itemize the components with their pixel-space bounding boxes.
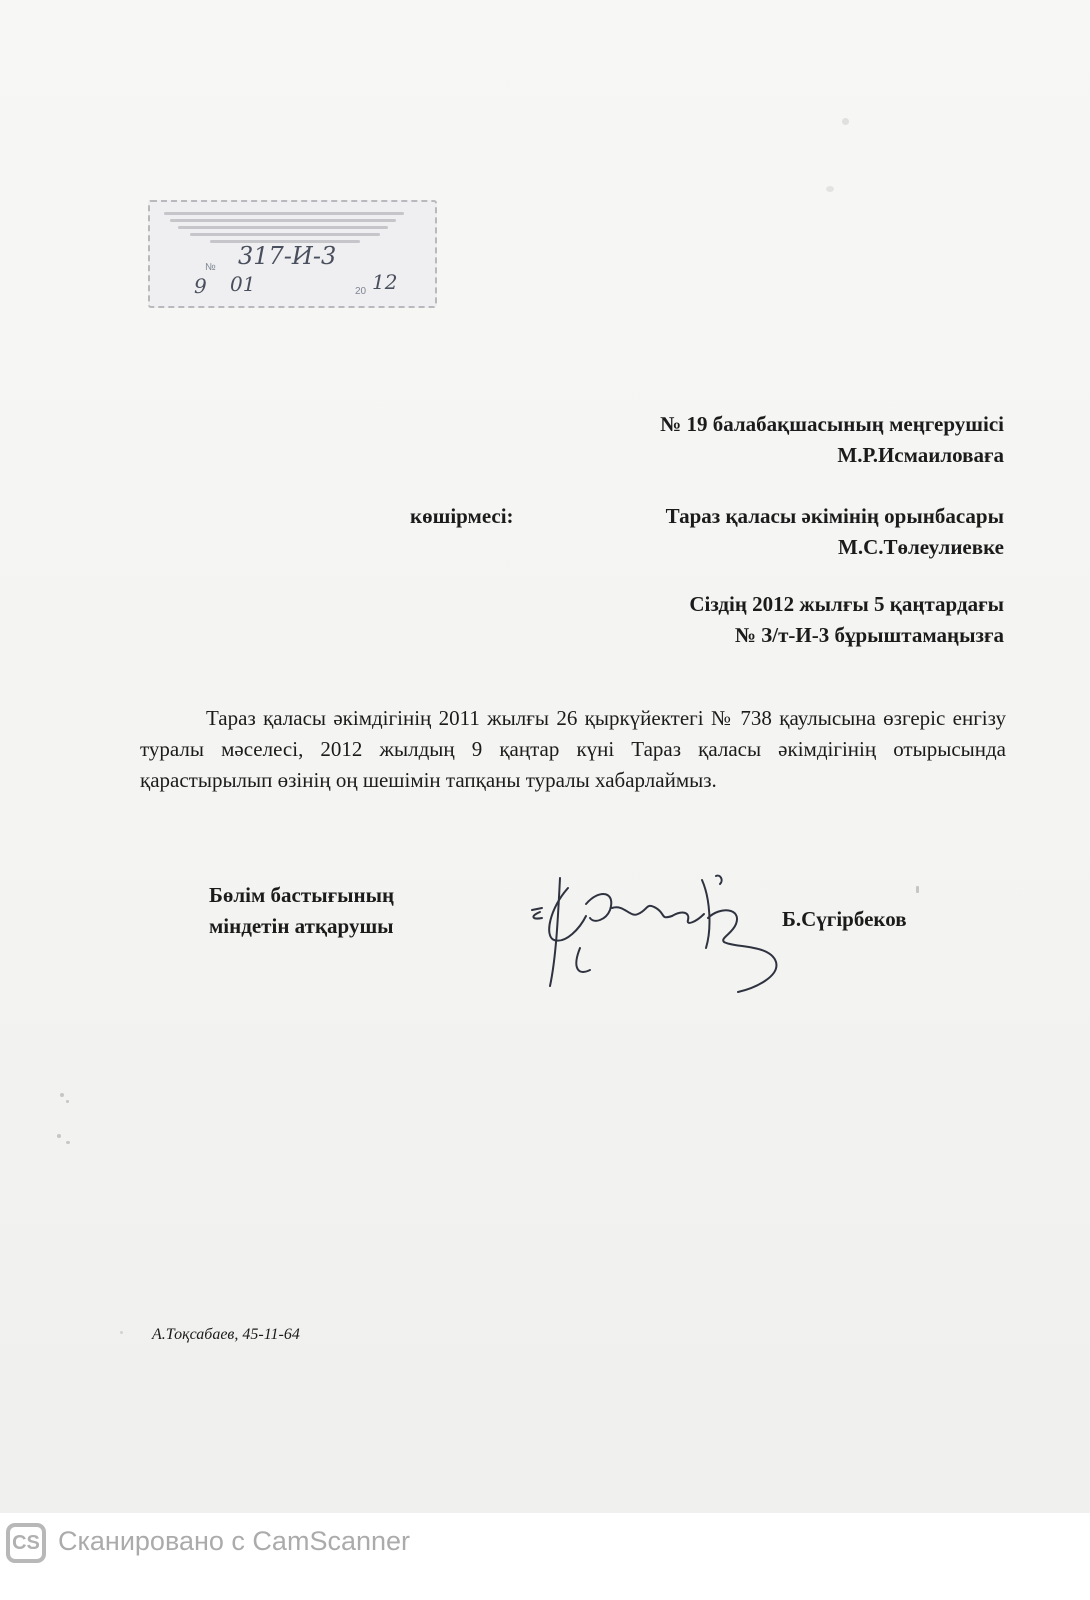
stamp-month: 01 xyxy=(230,272,256,296)
stamp-year-prefix: 20 xyxy=(355,286,367,297)
camscanner-logo-icon: CS xyxy=(6,1523,46,1563)
signatory-role xyxy=(209,880,394,942)
addressee-line-2: М.Р.Исмаиловаға xyxy=(837,443,1004,467)
copy-label: көшірмесі: xyxy=(410,504,514,528)
camscanner-text: Сканировано с CamScanner xyxy=(58,1526,411,1556)
addressee-line-1: № 19 балабақшасының меңгерушісі xyxy=(660,412,1004,436)
letter-body-text: Тараз қаласы әкімдігінің 2011 жылғы 26 қыркүйектегі № 738 қаулысына өзгеріс енгізу туралы мәселесі, 2012 жылдың 9 қаңтар күні Тараз қаласы әкімдігінің отырысында қарастырылып өзінің оң шешімін тапқаны туралы хабарлаймыз. xyxy=(140,706,1006,792)
reference-line-2: № З/т-И-3 бұрыштамаңызға xyxy=(734,623,1004,647)
copy-line-2: М.С.Төлеулиевке xyxy=(838,535,1004,559)
stamp-year: 12 xyxy=(372,270,398,294)
handwritten-signature xyxy=(520,858,790,998)
stamp-no-label: № xyxy=(205,262,216,273)
stamp-number: 317-И-3 xyxy=(238,242,337,270)
signatory-role-line-2: міндетін атқарушы xyxy=(209,914,394,938)
executor-info: А.Тоқсабаев, 45-11-64 xyxy=(152,1326,300,1343)
copy-line-1: Тараз қаласы әкімінің орынбасары xyxy=(665,504,1004,528)
reference-line-1: Сіздің 2012 жылғы 5 қаңтардағы xyxy=(689,592,1004,616)
camscanner-watermark xyxy=(0,1513,1090,1600)
signatory-role-line-1: Бөлім бастығының xyxy=(209,883,395,907)
registration-stamp xyxy=(148,200,437,308)
letter-body xyxy=(140,703,1006,796)
signatory-name: Б.Сүгірбеков xyxy=(782,907,907,931)
stamp-day: 9 xyxy=(194,274,207,298)
